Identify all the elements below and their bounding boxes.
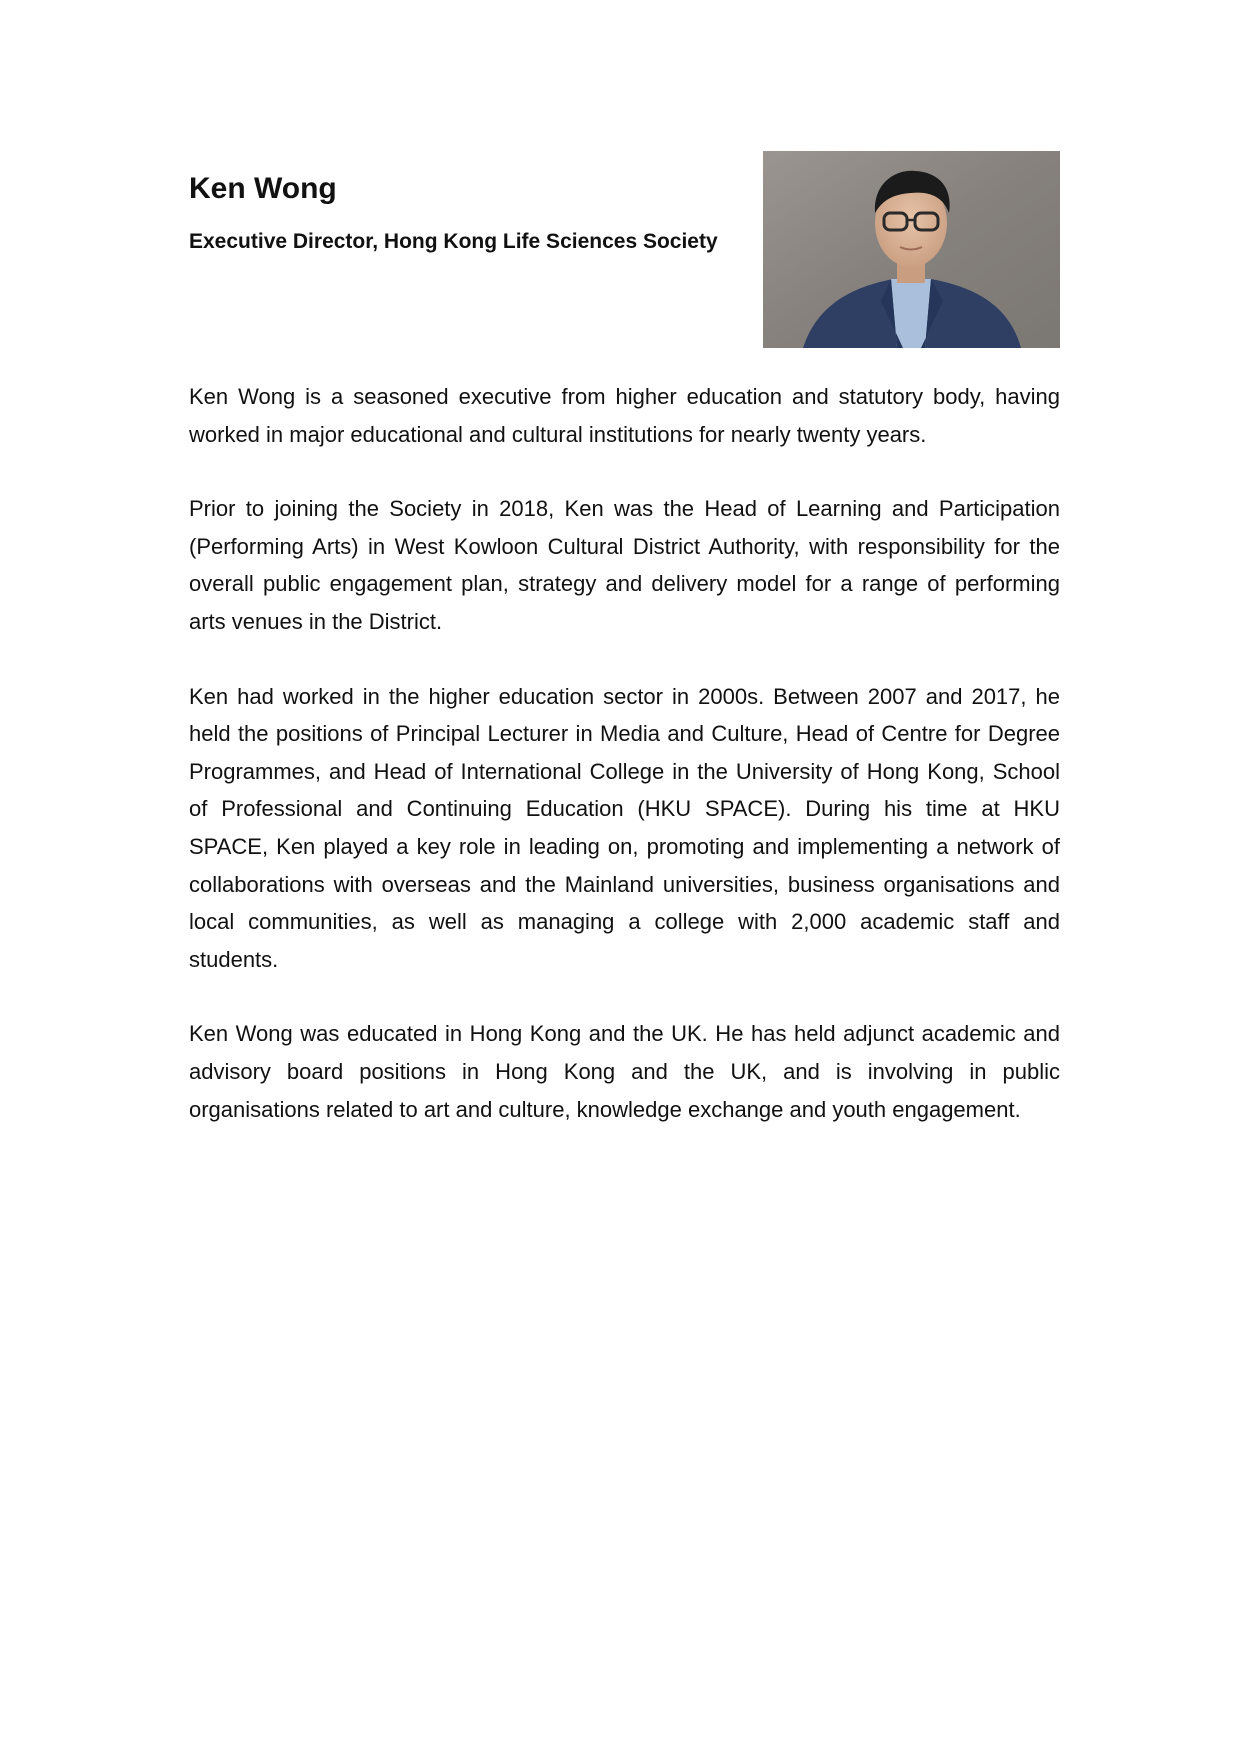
portrait-photo xyxy=(763,151,1060,348)
bio-paragraph: Ken Wong was educated in Hong Kong and the UK. He has held adjunct academic and advisory board positions in Hong Kong and the UK, and is involving in public organisations related to art and culture, knowledge exchange and youth engagement. xyxy=(189,1021,1060,1122)
person-title: Executive Director, Hong Kong Life Sciences Society xyxy=(189,230,718,253)
biography xyxy=(189,378,1060,1165)
person-name: Ken Wong xyxy=(189,172,337,205)
bio-paragraph: Prior to joining the Society in 2018, Ken was the Head of Learning and Participation (Performing Arts) in West Kowloon Cultural District Authority, with responsibility for the overall public engagement plan, strategy and delivery model for a range of performing arts venues in the District. xyxy=(189,496,1060,634)
bio-paragraph: Ken Wong is a seasoned executive from higher education and statutory body, having worked in major educational and cultural institutions for nearly twenty years. xyxy=(189,384,1060,447)
bio-paragraph: Ken had worked in the higher education sector in 2000s. Between 2007 and 2017, he held the positions of Principal Lecturer in Media and Culture, Head of Centre for Degree Programmes, and Head of International College in the University of Hong Kong, School of Professional and Continuing Education (HKU SPACE). During his time at HKU SPACE, Ken played a key role in leading on, promoting and implementing a network of collaborations with overseas and the Mainland universities, business organisations and local communities, as well as managing a college with 2,000 academic staff and students. xyxy=(189,683,1060,972)
profile-header xyxy=(189,168,749,257)
